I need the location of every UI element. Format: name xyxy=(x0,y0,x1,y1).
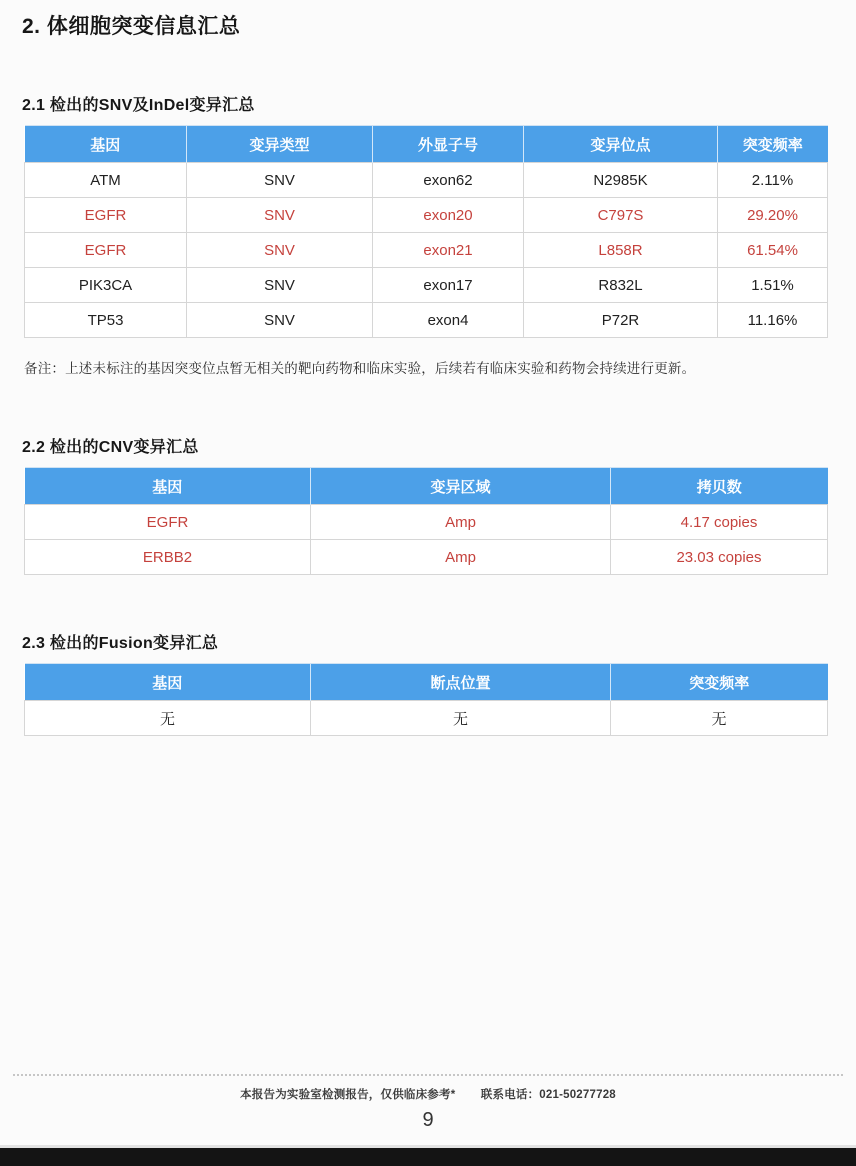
table-cell: exon20 xyxy=(373,198,524,233)
column-header: 基因 xyxy=(25,126,187,163)
table-cell: EGFR xyxy=(25,198,187,233)
table-cell: ATM xyxy=(25,163,187,198)
column-header: 突变频率 xyxy=(611,664,828,701)
table-cell: 61.54% xyxy=(718,233,828,268)
column-header: 变异区域 xyxy=(311,468,611,505)
table-cell: ERBB2 xyxy=(25,540,311,575)
column-header: 变异位点 xyxy=(524,126,718,163)
fusion-table xyxy=(24,663,828,736)
table-header-row xyxy=(25,468,828,505)
snv-indel-table xyxy=(24,125,828,338)
section-heading-cnv: 2.2 检出的CNV变异汇总 xyxy=(22,439,199,456)
section-heading-fusion: 2.3 检出的Fusion变异汇总 xyxy=(22,635,219,652)
table-cell: P72R xyxy=(524,303,718,338)
column-header: 基因 xyxy=(25,468,311,505)
table-cell: 无 xyxy=(311,701,611,736)
table-row xyxy=(25,505,828,540)
table-cell: 29.20% xyxy=(718,198,828,233)
section-heading-snv: 2.1 检出的SNV及InDel变异汇总 xyxy=(22,97,255,114)
section-snv-indel xyxy=(0,92,856,377)
table-cell: exon4 xyxy=(373,303,524,338)
section-fusion xyxy=(0,630,856,736)
column-header: 拷贝数 xyxy=(611,468,828,505)
table-cell: SNV xyxy=(187,233,373,268)
table-cell: 无 xyxy=(25,701,311,736)
table-cell: EGFR xyxy=(25,505,311,540)
table-cell: L858R xyxy=(524,233,718,268)
page-title: 2. 体细胞突变信息汇总 xyxy=(22,15,241,38)
table-row xyxy=(25,268,828,303)
table-row xyxy=(25,163,828,198)
page-number: 9 xyxy=(422,1109,434,1131)
footer-disclaimer-line xyxy=(0,1086,856,1102)
table-cell: SNV xyxy=(187,303,373,338)
table-cell: R832L xyxy=(524,268,718,303)
cnv-table xyxy=(24,467,828,575)
table-cell: 2.11% xyxy=(718,163,828,198)
table-cell: SNV xyxy=(187,163,373,198)
table-cell: TP53 xyxy=(25,303,187,338)
table-row xyxy=(25,303,828,338)
table-header-row xyxy=(25,126,828,163)
snv-table-note: 备注：上述未标注的基因突变位点暂无相关的靶向药物和临床实验，后续若有临床实验和药物会持续进行更新。 xyxy=(24,361,696,376)
table-cell: SNV xyxy=(187,198,373,233)
footer-contact-phone: 联系电话：021-50277728 xyxy=(480,1089,616,1101)
column-header: 变异类型 xyxy=(187,126,373,163)
bottom-black-bar xyxy=(0,1145,856,1166)
table-row xyxy=(25,233,828,268)
table-cell: C797S xyxy=(524,198,718,233)
table-cell: 23.03 copies xyxy=(611,540,828,575)
table-header-row xyxy=(25,664,828,701)
page-footer xyxy=(0,1074,856,1166)
table-cell: Amp xyxy=(311,505,611,540)
table-row xyxy=(25,701,828,736)
table-cell: SNV xyxy=(187,268,373,303)
table-cell: 无 xyxy=(611,701,828,736)
table-cell: 11.16% xyxy=(718,303,828,338)
section-cnv xyxy=(0,434,856,575)
table-cell: 4.17 copies xyxy=(611,505,828,540)
table-cell: N2985K xyxy=(524,163,718,198)
table-cell: Amp xyxy=(311,540,611,575)
footer-disclaimer: 本报告为实验室检测报告，仅供临床参考* xyxy=(240,1089,456,1101)
table-cell: exon21 xyxy=(373,233,524,268)
table-cell: exon17 xyxy=(373,268,524,303)
table-row xyxy=(25,198,828,233)
table-cell: EGFR xyxy=(25,233,187,268)
table-row xyxy=(25,540,828,575)
column-header: 基因 xyxy=(25,664,311,701)
table-cell: exon62 xyxy=(373,163,524,198)
column-header: 断点位置 xyxy=(311,664,611,701)
table-cell: PIK3CA xyxy=(25,268,187,303)
column-header: 外显子号 xyxy=(373,126,524,163)
dotted-divider xyxy=(13,1074,843,1076)
column-header: 突变频率 xyxy=(718,126,828,163)
table-cell: 1.51% xyxy=(718,268,828,303)
